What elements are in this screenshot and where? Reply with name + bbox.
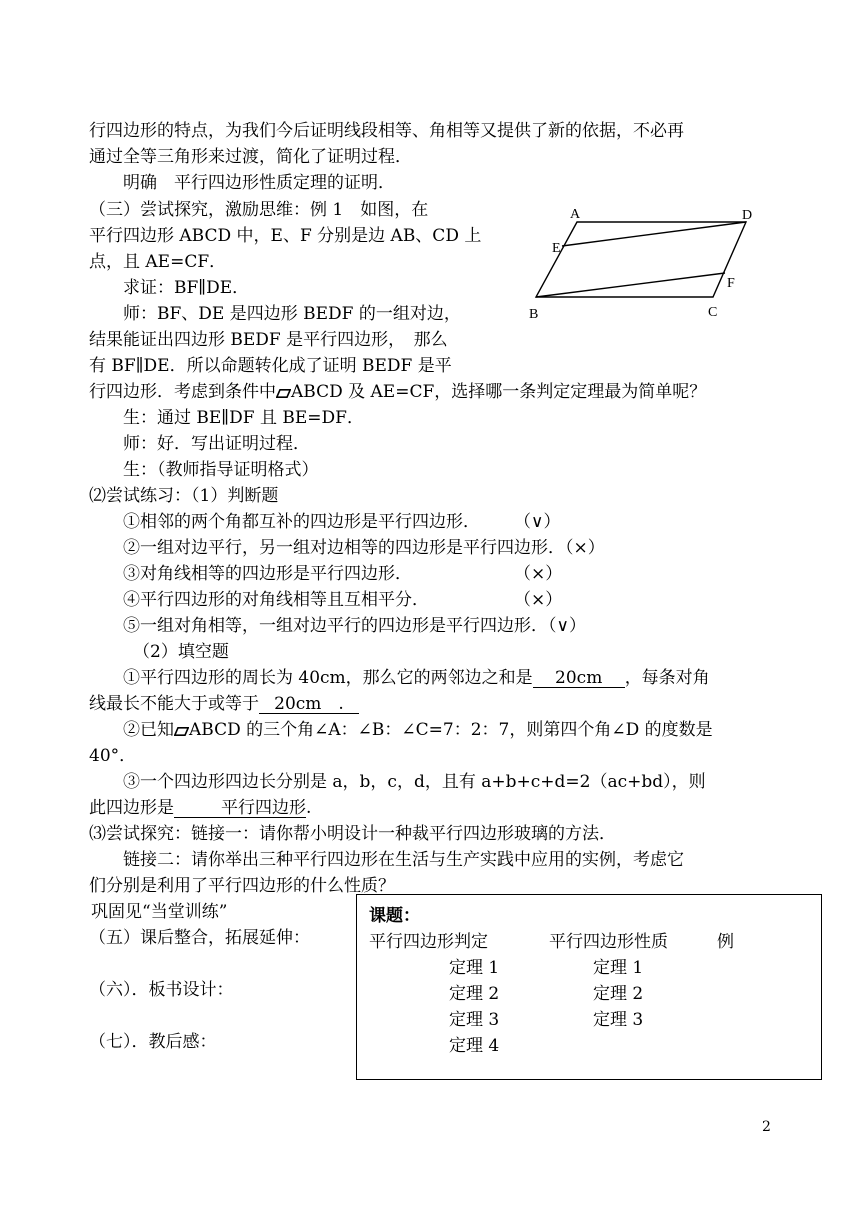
text-line: 求证：BF∥DE． — [123, 278, 250, 298]
board-title: 课题： — [369, 906, 420, 926]
board-col-property: 平行四边形性质 — [549, 932, 668, 952]
board-col-example: 例 — [717, 932, 734, 952]
board-judge-theorem: 定理 3 — [449, 1010, 500, 1030]
text-span: 此四边形是 — [89, 798, 174, 818]
board-col-judge: 平行四边形判定 — [369, 932, 488, 952]
page-number: 2 — [762, 1119, 771, 1135]
text-line: 结果能证出四边形 BEDF 是平行四边形， 那么 — [89, 330, 448, 350]
text-line: 师：BF、DE 是四边形 BEDF 的一组对边， — [123, 304, 461, 324]
text-span: ABCD 的三个角∠A：∠B：∠C=7：2：7，则第四个角∠D 的度数是 — [189, 720, 713, 740]
text-span: +b — [491, 772, 517, 792]
text-line: 链接二：请你举出三种平行四边形在生活与生产实践中应用的实例，考虑它 — [123, 850, 684, 870]
board-property-theorem: 定理 1 — [593, 958, 644, 978]
text-line: （三）尝试探究，激励思维：例 1 如图，在 — [89, 200, 429, 220]
judge-item: ②一组对边平行，另一组对边相等的四边形是平行四边形．（×） — [123, 538, 605, 558]
segment-de — [562, 222, 746, 246]
label-f: F — [727, 276, 735, 291]
text-line: 生：通过 BE∥DF 且 BE=DF． — [123, 408, 364, 428]
text-line: 有 BF∥DE．所以命题转化成了证明 BEDF 是平 — [89, 356, 452, 376]
text-line: 师：好．写出证明过程． — [123, 434, 310, 454]
text-line: 点，且 AE=CF． — [89, 252, 227, 272]
text-span: ③一个四边形四边长分别是 a，b，c，d，且有 a — [123, 772, 492, 792]
parallelogram-figure — [520, 200, 770, 330]
text-line: （七）．教后感： — [89, 1032, 217, 1052]
judge-item: ①相邻的两个角都互补的四边形是平行四边形． （∨） — [123, 512, 561, 532]
text-span: ②已知 — [123, 720, 174, 740]
text-line: 生：（教师指导证明格式） — [123, 460, 319, 480]
text-span: ①平行四边形的周长为 40cm，那么它的两邻边之和是 — [123, 668, 533, 688]
answer-blank: 平行四边形 — [174, 799, 306, 818]
label-a: A — [570, 207, 581, 222]
judge-item: ③对角线相等的四边形是平行四边形． （×） — [123, 564, 563, 584]
text-line: 40°． — [89, 746, 137, 766]
board-property-theorem: 定理 2 — [593, 984, 644, 1004]
text-span: 线最长不能大于或等于 — [89, 694, 259, 714]
board-property-theorem: 定理 3 — [593, 1010, 644, 1030]
parallelogram-symbol-icon — [174, 727, 189, 736]
parallelogram-symbol-icon — [276, 389, 291, 398]
text-line: 平行四边形 ABCD 中，E、F 分别是边 AB、CD 上 — [89, 226, 482, 246]
label-c: C — [708, 305, 718, 320]
text-span: ABCD 及 AE=CF，选择哪一条判定定理最为简单呢？ — [291, 382, 707, 402]
board-design-box — [356, 894, 822, 1080]
segment-bf — [536, 273, 725, 297]
text-span: ，每条对角 — [624, 668, 710, 688]
text-span: . — [306, 798, 312, 818]
text-line: 行四边形的特点，为我们今后证明线段相等、角相等又提供了新的依据，不必再 — [89, 121, 684, 141]
text-line: ⑶尝试探究：链接一：请你帮小明设计一种裁平行四边形玻璃的方法． — [89, 824, 616, 844]
text-span: +d — [540, 772, 566, 792]
label-e: E — [552, 241, 561, 256]
text-line — [89, 797, 311, 819]
text-line: 通过全等三角形来过渡，简化了证明过程． — [89, 147, 412, 167]
answer-blank: 20cm . — [259, 695, 359, 714]
judge-item: ④平行四边形的对角线相等且互相平分． （×） — [123, 590, 563, 610]
board-judge-theorem: 定理 1 — [449, 958, 500, 978]
text-line — [123, 667, 710, 689]
text-line: （六）．板书设计： — [89, 980, 234, 1000]
judge-item: ⑤一组对角相等，一组对边平行的四边形是平行四边形．（∨） — [123, 616, 586, 636]
text-span: 行四边形．考虑到条件中 — [89, 382, 276, 402]
text-line — [89, 693, 359, 715]
text-line: ⑵尝试练习：（1）判断题 — [89, 486, 279, 506]
text-line — [123, 771, 706, 793]
board-judge-theorem: 定理 4 — [449, 1036, 500, 1056]
text-span: =2（ac+bd），则 — [565, 772, 706, 792]
parallelogram-abcd — [536, 222, 746, 297]
text-line: （2）填空题 — [133, 642, 229, 662]
label-d: D — [742, 208, 753, 223]
text-line: 们分别是利用了平行四边形的什么性质？ — [89, 876, 395, 896]
text-line: （五）课后整合，拓展延伸： — [89, 928, 310, 948]
text-line — [89, 381, 706, 403]
label-b: B — [529, 307, 539, 322]
board-judge-theorem: 定理 2 — [449, 984, 500, 1004]
text-span: +c — [516, 772, 541, 792]
text-line — [123, 719, 713, 741]
text-line: 巩固见“当堂训练” — [91, 902, 228, 922]
text-line: 明确 平行四边形性质定理的证明． — [123, 173, 395, 193]
answer-blank: 20cm — [533, 669, 625, 688]
